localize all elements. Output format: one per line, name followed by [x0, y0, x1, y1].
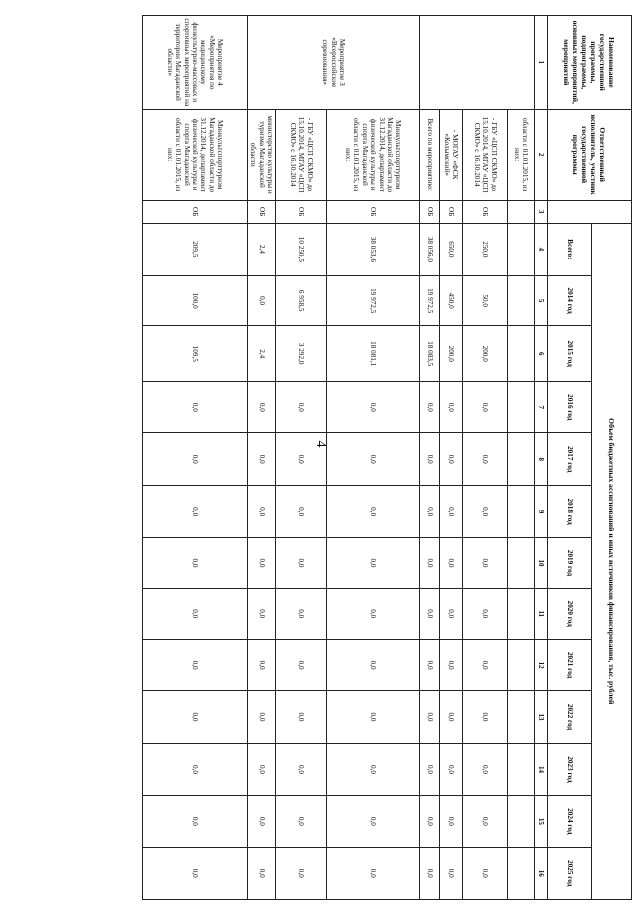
- header-source: [548, 200, 632, 223]
- cell-year-value: 2,4: [247, 326, 275, 382]
- cell-year-value: 0,0: [247, 691, 275, 743]
- column-number: 11: [535, 588, 548, 639]
- cell-year-value: 0,0: [463, 847, 508, 899]
- cell-year-value: 0,0: [440, 485, 463, 537]
- cell-year-value: 3 292,0: [276, 326, 327, 382]
- cell-year-value: 0,0: [327, 847, 420, 899]
- cell-year-value: [508, 639, 535, 690]
- cell-year-value: 0,0: [142, 639, 247, 690]
- cell-year-value: 109,5: [142, 326, 247, 382]
- cell-year-value: 100,0: [142, 276, 247, 326]
- cell-year-value: 0,0: [420, 743, 440, 795]
- cell-total: 250,0: [463, 223, 508, 275]
- cell-year-value: [508, 847, 535, 899]
- cell-year-value: 0,0: [327, 691, 420, 743]
- cell-executor: Минкультспорттуризм Магаданской области до 31.12.2014, департамент физической культуры и спорта Магаданской области с 01.01.2015, из них:: [142, 109, 247, 200]
- column-number: 7: [535, 382, 548, 433]
- cell-year-value: 0,0: [247, 639, 275, 690]
- cell-year-value: 0,0: [247, 485, 275, 537]
- cell-year-value: 0,0: [327, 639, 420, 690]
- table-row: [463, 16, 508, 900]
- cell-year-value: [508, 276, 535, 326]
- cell-year-value: 0,0: [142, 588, 247, 639]
- header-year: 2017 год: [548, 433, 592, 485]
- header-year: 2014 год: [548, 276, 592, 326]
- header-name: Наименование государственной программы, подпрограммы, основных мероприятий, мероприятий: [548, 16, 632, 110]
- header-executor: Ответственный исполнитель, участник государственной программы: [548, 109, 632, 200]
- cell-year-value: 0,0: [276, 847, 327, 899]
- cell-year-value: 0,0: [440, 639, 463, 690]
- column-number: 1: [535, 16, 548, 110]
- cell-year-value: 18 081,1: [327, 326, 420, 382]
- cell-year-value: 0,0: [440, 433, 463, 485]
- cell-year-value: 0,0: [463, 485, 508, 537]
- cell-year-value: [508, 588, 535, 639]
- table-row: [420, 16, 440, 900]
- header-year: 2023 год: [548, 743, 592, 795]
- cell-year-value: 0,0: [276, 743, 327, 795]
- cell-year-value: 0,0: [463, 588, 508, 639]
- cell-year-value: 0,0: [327, 485, 420, 537]
- column-number: 14: [535, 743, 548, 795]
- header-year: 2024 год: [548, 796, 592, 847]
- cell-year-value: 0,0: [440, 382, 463, 433]
- cell-year-value: 0,0: [142, 743, 247, 795]
- cell-year-value: [508, 743, 535, 795]
- cell-total: 38 053,6: [327, 223, 420, 275]
- cell-year-value: 0,0: [440, 796, 463, 847]
- cell-name: Мероприятие 3 «Всероссийские соревнования»: [247, 16, 419, 110]
- cell-year-value: 0,0: [420, 588, 440, 639]
- cell-year-value: [508, 485, 535, 537]
- cell-year-value: 0,0: [247, 433, 275, 485]
- cell-year-value: 0,0: [463, 743, 508, 795]
- cell-year-value: 0,0: [420, 382, 440, 433]
- cell-year-value: 0,0: [142, 433, 247, 485]
- cell-source: ОБ: [327, 200, 420, 223]
- cell-year-value: [508, 326, 535, 382]
- cell-year-value: 0,0: [420, 538, 440, 588]
- cell-name: Мероприятие 4 «Мероприятия по медицинскому физкультурно-массовых и спортивных мероприятий на территории Магаданской области»: [142, 16, 247, 110]
- cell-year-value: 0,0: [420, 433, 440, 485]
- cell-year-value: 0,0: [463, 796, 508, 847]
- cell-executor: министерство культуры и туризма Магаданской области: [247, 109, 275, 200]
- cell-year-value: 0,0: [420, 847, 440, 899]
- cell-year-value: [508, 538, 535, 588]
- header-year: 2021 год: [548, 639, 592, 690]
- cell-year-value: 0,0: [327, 538, 420, 588]
- page-number: 4: [313, 440, 328, 448]
- table-row: [440, 16, 463, 900]
- cell-year-value: 19 972,5: [420, 276, 440, 326]
- cell-year-value: 0,0: [463, 382, 508, 433]
- cell-year-value: 0,0: [142, 691, 247, 743]
- cell-year-value: 0,0: [420, 691, 440, 743]
- cell-year-value: 0,0: [247, 538, 275, 588]
- cell-total: 38 056,0: [420, 223, 440, 275]
- header-year: 2020 год: [548, 588, 592, 639]
- cell-year-value: 0,0: [276, 691, 327, 743]
- cell-year-value: 0,0: [142, 485, 247, 537]
- cell-year-value: 0,0: [276, 796, 327, 847]
- cell-year-value: 0,0: [463, 691, 508, 743]
- column-number: 15: [535, 796, 548, 847]
- column-number: 6: [535, 326, 548, 382]
- cell-year-value: 18 083,5: [420, 326, 440, 382]
- table-body: [142, 16, 547, 900]
- column-number-row: [535, 16, 548, 900]
- table-row: [276, 16, 327, 900]
- cell-source: ОБ: [276, 200, 327, 223]
- column-number: 9: [535, 485, 548, 537]
- cell-year-value: [508, 796, 535, 847]
- cell-year-value: 0,0: [463, 538, 508, 588]
- cell-source: ОБ: [440, 200, 463, 223]
- cell-year-value: 0,0: [276, 382, 327, 433]
- cell-executor: Всего по мероприятию:: [420, 109, 440, 200]
- column-number: 8: [535, 433, 548, 485]
- cell-year-value: 0,0: [463, 639, 508, 690]
- cell-year-value: 0,0: [276, 639, 327, 690]
- cell-source: ОБ: [142, 200, 247, 223]
- cell-year-value: 0,0: [327, 588, 420, 639]
- cell-source: [508, 200, 535, 223]
- cell-year-value: 0,0: [327, 433, 420, 485]
- cell-year-value: 0,0: [420, 639, 440, 690]
- cell-year-value: 0,0: [142, 796, 247, 847]
- column-number: 5: [535, 276, 548, 326]
- cell-total: 209,5: [142, 223, 247, 275]
- cell-executor: Минкультспорттуризм Магаданской области до 31.12.2014, департамент физической культуры и спорта Магаданской области с 01.01.2015, из них:: [327, 109, 420, 200]
- cell-year-value: 0,0: [276, 538, 327, 588]
- column-number: 16: [535, 847, 548, 899]
- cell-year-value: 0,0: [276, 588, 327, 639]
- cell-year-value: 0,0: [276, 485, 327, 537]
- header-year: 2025 год: [548, 847, 592, 899]
- cell-year-value: 0,0: [142, 382, 247, 433]
- cell-source: ОБ: [420, 200, 440, 223]
- header-year: 2015 год: [548, 326, 592, 382]
- cell-year-value: 0,0: [440, 691, 463, 743]
- cell-source: ОБ: [247, 200, 275, 223]
- cell-total: 10 250,5: [276, 223, 327, 275]
- cell-year-value: 0,0: [463, 433, 508, 485]
- cell-year-value: 0,0: [440, 538, 463, 588]
- cell-year-value: 0,0: [142, 847, 247, 899]
- cell-total: 2,4: [247, 223, 275, 275]
- cell-name: [420, 16, 535, 110]
- table-row: [327, 16, 420, 900]
- cell-year-value: 19 972,5: [327, 276, 420, 326]
- cell-executor: области с 01.01.2015, из них:: [508, 109, 535, 200]
- cell-year-value: [508, 382, 535, 433]
- cell-total: 650,0: [440, 223, 463, 275]
- column-number: 3: [535, 200, 548, 223]
- column-number: 4: [535, 223, 548, 275]
- table-viewport: [72, 15, 632, 900]
- header-year: 2016 год: [548, 382, 592, 433]
- header-funding: Объем бюджетных ассигнований и иных источников финансирования, тыс. рублей: [592, 223, 632, 899]
- cell-year-value: 0,0: [420, 485, 440, 537]
- cell-year-value: 0,0: [247, 276, 275, 326]
- table-row: [142, 16, 247, 900]
- cell-year-value: 0,0: [440, 847, 463, 899]
- cell-executor: - МОГАУ «ФСК «Колымский»: [440, 109, 463, 200]
- cell-year-value: 50,0: [463, 276, 508, 326]
- cell-year-value: 0,0: [247, 847, 275, 899]
- cell-year-value: [508, 691, 535, 743]
- cell-year-value: 0,0: [247, 743, 275, 795]
- cell-year-value: 0,0: [327, 743, 420, 795]
- cell-year-value: 200,0: [463, 326, 508, 382]
- cell-year-value: 450,0: [440, 276, 463, 326]
- cell-year-value: 0,0: [247, 382, 275, 433]
- header-total: Всего:: [548, 223, 592, 275]
- column-number: 2: [535, 109, 548, 200]
- cell-executor: - ГБУ «ЦСП СКМО» до 15.10.2014, МГАУ «ЦСП СКМО» с 16.10.2014: [463, 109, 508, 200]
- header-year: 2022 год: [548, 691, 592, 743]
- cell-year-value: 0,0: [247, 796, 275, 847]
- cell-year-value: 0,0: [327, 796, 420, 847]
- table-row: [508, 16, 535, 900]
- cell-year-value: 0,0: [440, 588, 463, 639]
- column-number: 10: [535, 538, 548, 588]
- header-year: 2018 год: [548, 485, 592, 537]
- financing-table-rotated: [72, 15, 632, 900]
- table-row: [247, 16, 275, 900]
- cell-year-value: 0,0: [142, 538, 247, 588]
- financing-table: [142, 15, 632, 900]
- cell-source: ОБ: [463, 200, 508, 223]
- cell-year-value: 0,0: [327, 382, 420, 433]
- cell-year-value: 6 958,5: [276, 276, 327, 326]
- cell-year-value: 0,0: [440, 743, 463, 795]
- column-number: 13: [535, 691, 548, 743]
- cell-year-value: 0,0: [247, 588, 275, 639]
- cell-year-value: [508, 433, 535, 485]
- cell-year-value: 0,0: [420, 796, 440, 847]
- cell-executor: - ГБУ «ЦСП СКМО» до 15.10.2014, МГАУ «ЦСП СКМО» с 16.10.2014: [276, 109, 327, 200]
- header-year: 2019 год: [548, 538, 592, 588]
- cell-year-value: 200,0: [440, 326, 463, 382]
- column-number: 12: [535, 639, 548, 690]
- cell-year-value: 0,0: [276, 433, 327, 485]
- cell-total: [508, 223, 535, 275]
